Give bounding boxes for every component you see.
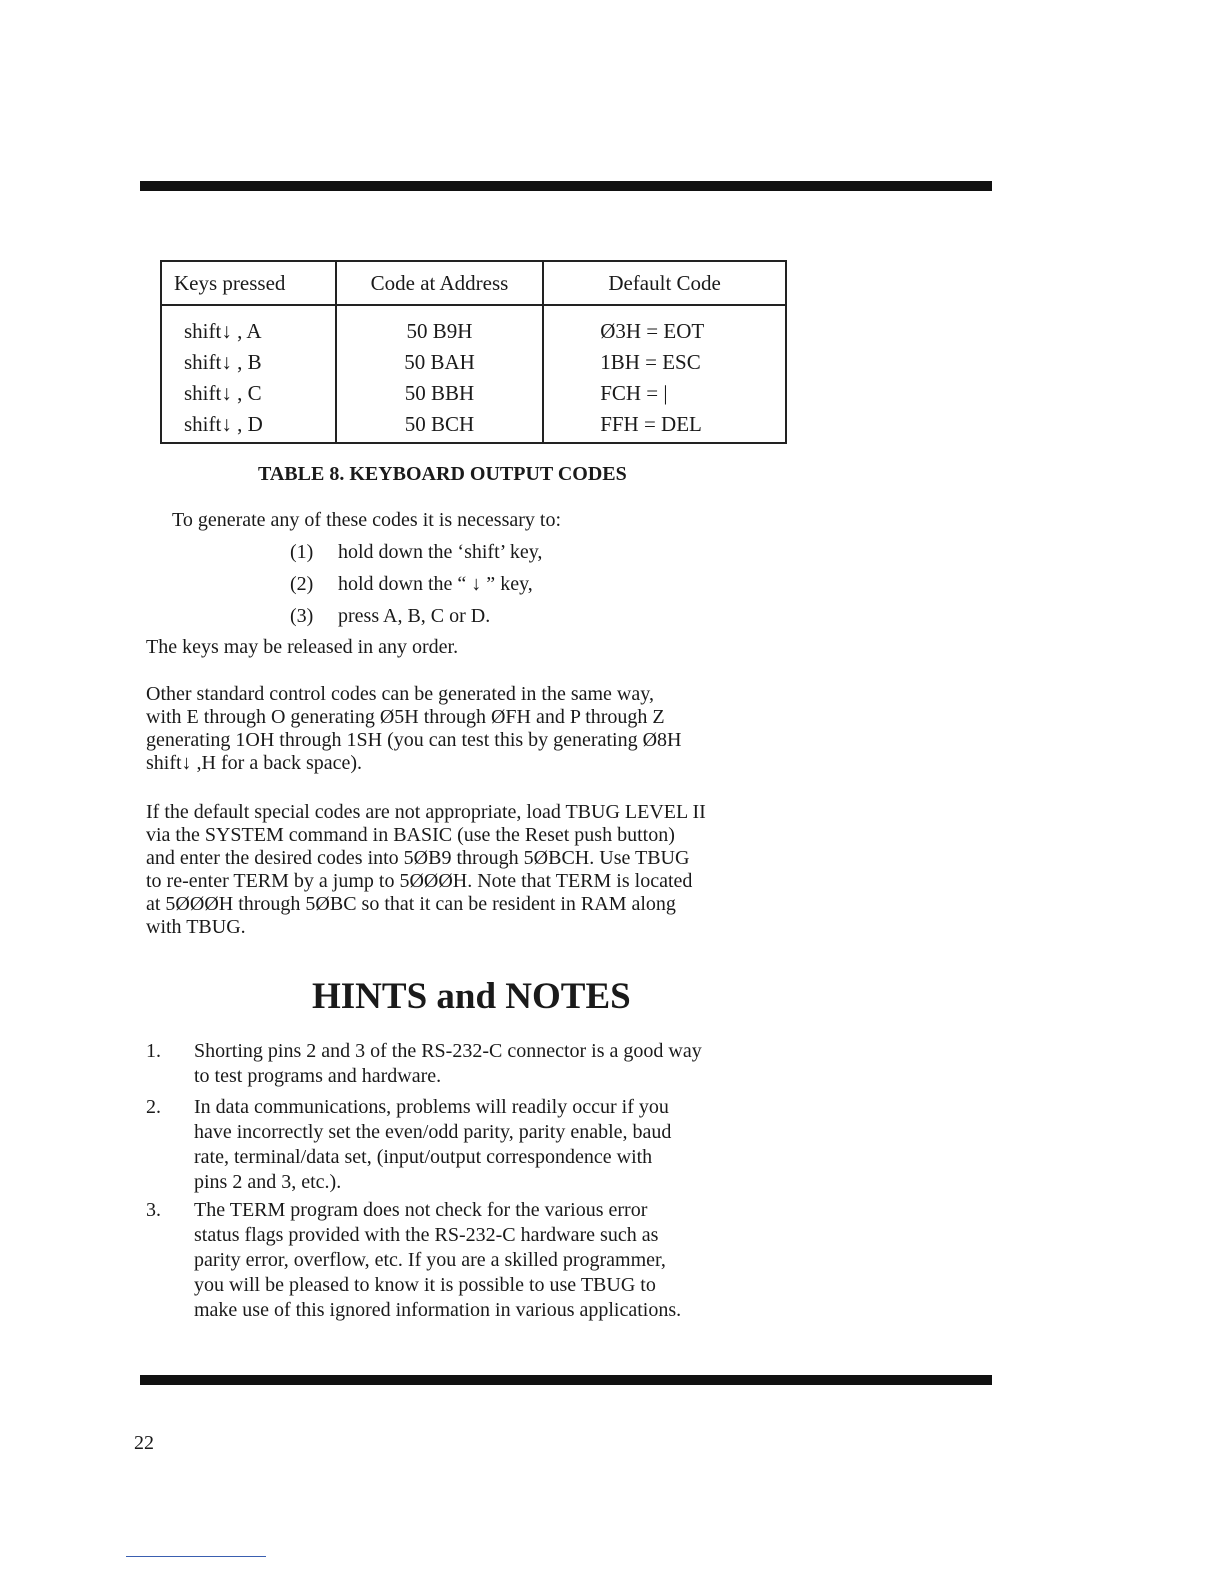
intro-text: To generate any of these codes it is necessary to: [172, 509, 562, 531]
address-cell: 50 B9H [336, 305, 543, 347]
step-2 [290, 573, 533, 596]
table-row [161, 305, 786, 347]
address-cell: 50 BCH [336, 409, 543, 443]
step-number: (3) [290, 605, 314, 627]
hint-line: you will be pleased to know it is possible to use TBUG to [194, 1274, 656, 1296]
hint-2 [146, 1095, 806, 1195]
release-note: The keys may be released in any order. [146, 636, 459, 658]
hint-line: Shorting pins 2 and 3 of the RS-232-C connector is a good way [194, 1040, 702, 1062]
default-code-cell: 1BH = ESC [543, 347, 786, 378]
hint-line: The TERM program does not check for the various error [194, 1199, 648, 1221]
keys-cell: shift↓ , D [161, 409, 336, 443]
footer-line [126, 1556, 266, 1557]
step-text: hold down the ‘shift’ key, [338, 541, 543, 563]
hint-line: have incorrectly set the even/odd parity, parity enable, baud [194, 1121, 672, 1143]
paragraph-line: shift↓ ,H for a back space). [146, 752, 363, 774]
step-1 [290, 541, 542, 564]
step-text: press A, B, C or D. [338, 605, 491, 627]
default-codes-paragraph [146, 801, 706, 939]
hint-line: parity error, overflow, etc. If you are a skilled programmer, [194, 1249, 666, 1271]
hint-line: make use of this ignored information in various applications. [194, 1299, 682, 1321]
control-codes-paragraph [146, 683, 681, 775]
default-code-cell: Ø3H = EOT [543, 305, 786, 347]
paragraph-line: Other standard control codes can be generated in the same way, [146, 683, 654, 705]
hint-line: rate, terminal/data set, (input/output correspondence with [194, 1146, 653, 1168]
table-caption: TABLE 8. KEYBOARD OUTPUT CODES [258, 463, 627, 485]
table-row [161, 347, 786, 378]
step-number: (2) [290, 573, 314, 595]
header-keys-pressed: Keys pressed [161, 261, 336, 305]
keyboard-output-codes-table [160, 260, 787, 444]
hint-number: 3. [146, 1199, 161, 1221]
paragraph-line: to re-enter TERM by a jump to 5ØØØH. Note that TERM is located [146, 870, 693, 892]
table-row [161, 378, 786, 409]
paragraph-line: and enter the desired codes into 5ØB9 through 5ØBCH. Use TBUG [146, 847, 690, 869]
top-rule [140, 181, 992, 191]
keys-cell: shift↓ , C [161, 378, 336, 409]
page-number: 22 [134, 1432, 154, 1454]
address-cell: 50 BBH [336, 378, 543, 409]
header-default-code: Default Code [543, 261, 786, 305]
default-code-cell: FCH = | [543, 378, 786, 409]
hint-1 [146, 1039, 806, 1089]
bottom-rule [140, 1375, 992, 1385]
step-text: hold down the “ ↓ ” key, [338, 573, 533, 595]
hint-line: In data communications, problems will readily occur if you [194, 1096, 669, 1118]
hint-line: pins 2 and 3, etc.). [194, 1171, 342, 1193]
keys-cell: shift↓ , A [161, 305, 336, 347]
table-row [161, 409, 786, 443]
table-header-row [161, 261, 786, 305]
default-code-cell: FFH = DEL [543, 409, 786, 443]
paragraph-line: at 5ØØØH through 5ØBC so that it can be resident in RAM along [146, 893, 676, 915]
hint-line: to test programs and hardware. [194, 1065, 442, 1087]
paragraph-line: with E through O generating Ø5H through ØFH and P through Z [146, 706, 665, 728]
paragraph-line: with TBUG. [146, 916, 246, 938]
hint-line: status flags provided with the RS-232-C hardware such as [194, 1224, 659, 1246]
paragraph-line: If the default special codes are not appropriate, load TBUG LEVEL II [146, 801, 706, 823]
hint-number: 1. [146, 1040, 161, 1062]
paragraph-line: generating 1OH through 1SH (you can test this by generating Ø8H [146, 729, 682, 751]
section-heading: HINTS and NOTES [312, 976, 631, 1017]
keys-cell: shift↓ , B [161, 347, 336, 378]
hint-number: 2. [146, 1096, 161, 1118]
header-code-at-address: Code at Address [336, 261, 543, 305]
step-number: (1) [290, 541, 314, 563]
paragraph-line: via the SYSTEM command in BASIC (use the Reset push button) [146, 824, 675, 846]
step-3 [290, 605, 490, 628]
address-cell: 50 BAH [336, 347, 543, 378]
hint-3 [146, 1198, 806, 1323]
